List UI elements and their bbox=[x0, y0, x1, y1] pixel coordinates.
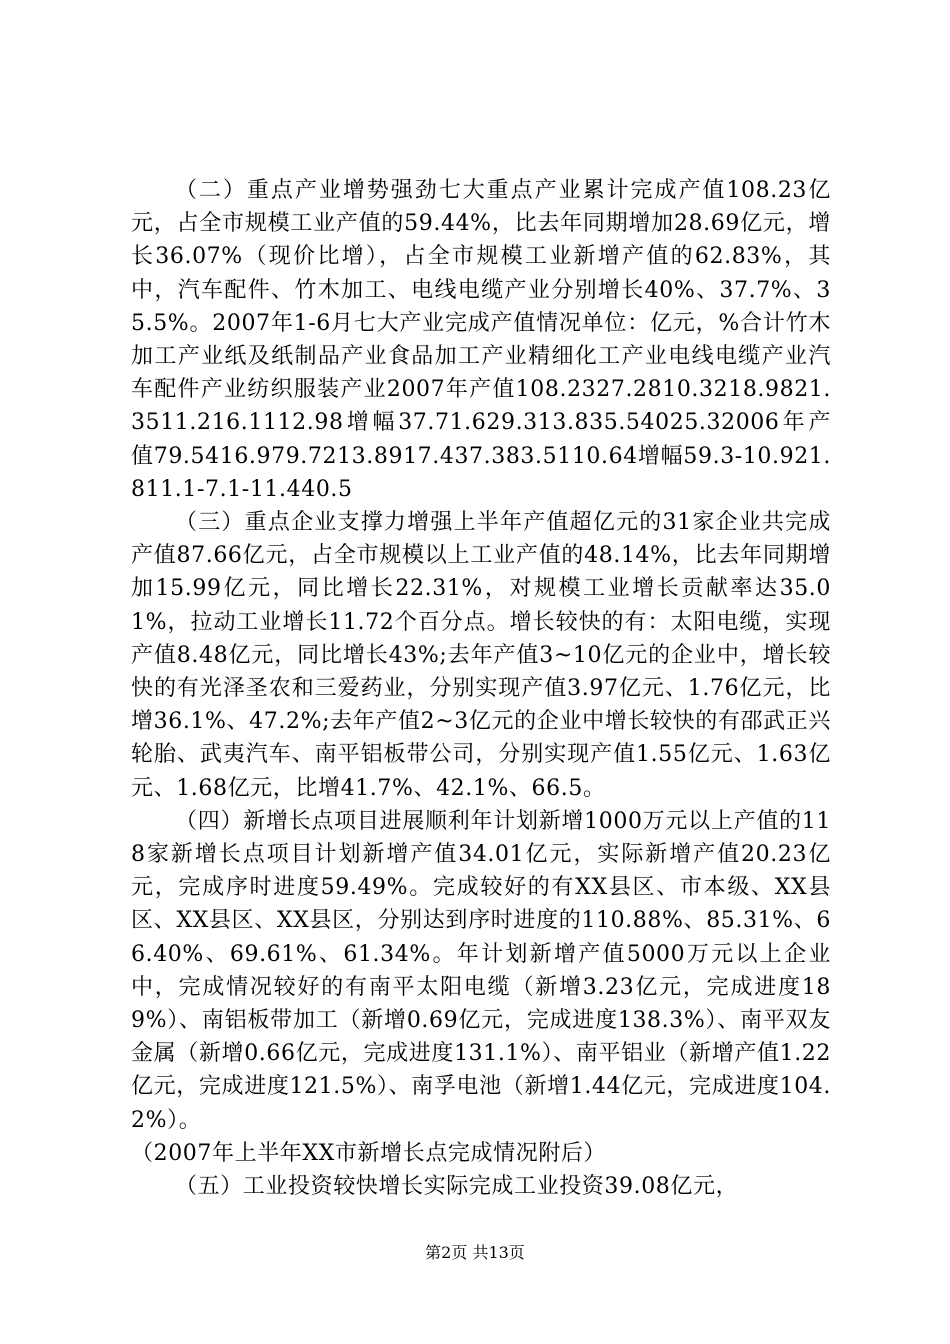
paragraph-attachment-note: （2007年上半年XX市新增长点完成情况附后） bbox=[131, 1140, 607, 1166]
paragraph-key-industries: （二）重点产业增势强劲七大重点产业累计完成产值108.23亿元，占全市规模工业产值的59.44%，比去年同期增加28.69亿元，增长36.07%（现价比增），占全市规模工业新增产值的62.83%，其中，汽车配件、竹木加工、电线电缆产业分别增长40%、37.7%、35.5%。2007年1-6月七大产业完成产值情况单位：亿元，%合计竹木加工产业纸及纸制品产业食品加工产业精细化工产业电线电缆产业汽车配件产业纺织服装产业2007年产值108.2327.2810.3218.9821.3511.216.1112.98增幅37.71.629.313.835.54025.32006年产值79.5416.979.7213.8917.437.383.5110.64增幅59.3-10.921.811.1-7.1-11.440.5 bbox=[131, 178, 831, 502]
paragraph-key-enterprises: （三）重点企业支撑力增强上半年产值超亿元的31家企业共完成产值87.66亿元，占全市规模以上工业产值的48.14%，比去年同期增加15.99亿元，同比增长22.31%，对规模工业增长贡献率达35.01%，拉动工业增长11.72个百分点。增长较快的有：太阳电缆，实现产值8.48亿元，同比增长43%;去年产值3~10亿元的企业中，增长较快的有光泽圣农和三爱药业，分别实现产值3.97亿元、1.76亿元，比增36.1%、47.2%;去年产值2~3亿元的企业中增长较快的有邵武正兴轮胎、武夷汽车、南平铝板带公司，分别实现产值1.55亿元、1.63亿元、1.68亿元，比增41.7%、42.1%、66.5。 bbox=[131, 510, 831, 801]
document-body bbox=[131, 174, 831, 1203]
page-footer: 第2页 共13页 bbox=[425, 1243, 525, 1262]
paragraph-industrial-investment: （五）工业投资较快增长实际完成工业投资39.08亿元， bbox=[175, 1174, 739, 1200]
paragraph-new-growth-projects: （四）新增长点项目进展顺利年计划新增1000万元以上产值的118家新增长点项目计划新增产值34.01亿元，实际新增产值20.23亿元，完成序时进度59.49%。完成较好的有XX县区、市本级、XX县区、XX县区、XX县区，分别达到序时进度的110.88%、85.31%、66.40%、69.61%、61.34%。年计划新增产值5000万元以上企业中，完成情况较好的有南平太阳电缆（新增3.23亿元，完成进度189%）、南铝板带加工（新增0.69亿元，完成进度138.3%）、南平双友金属（新增0.66亿元，完成进度131.1%）、南平铝业（新增产值1.22亿元，完成进度121.5%）、南孚电池（新增1.44亿元，完成进度104.2%）。 bbox=[131, 808, 831, 1133]
